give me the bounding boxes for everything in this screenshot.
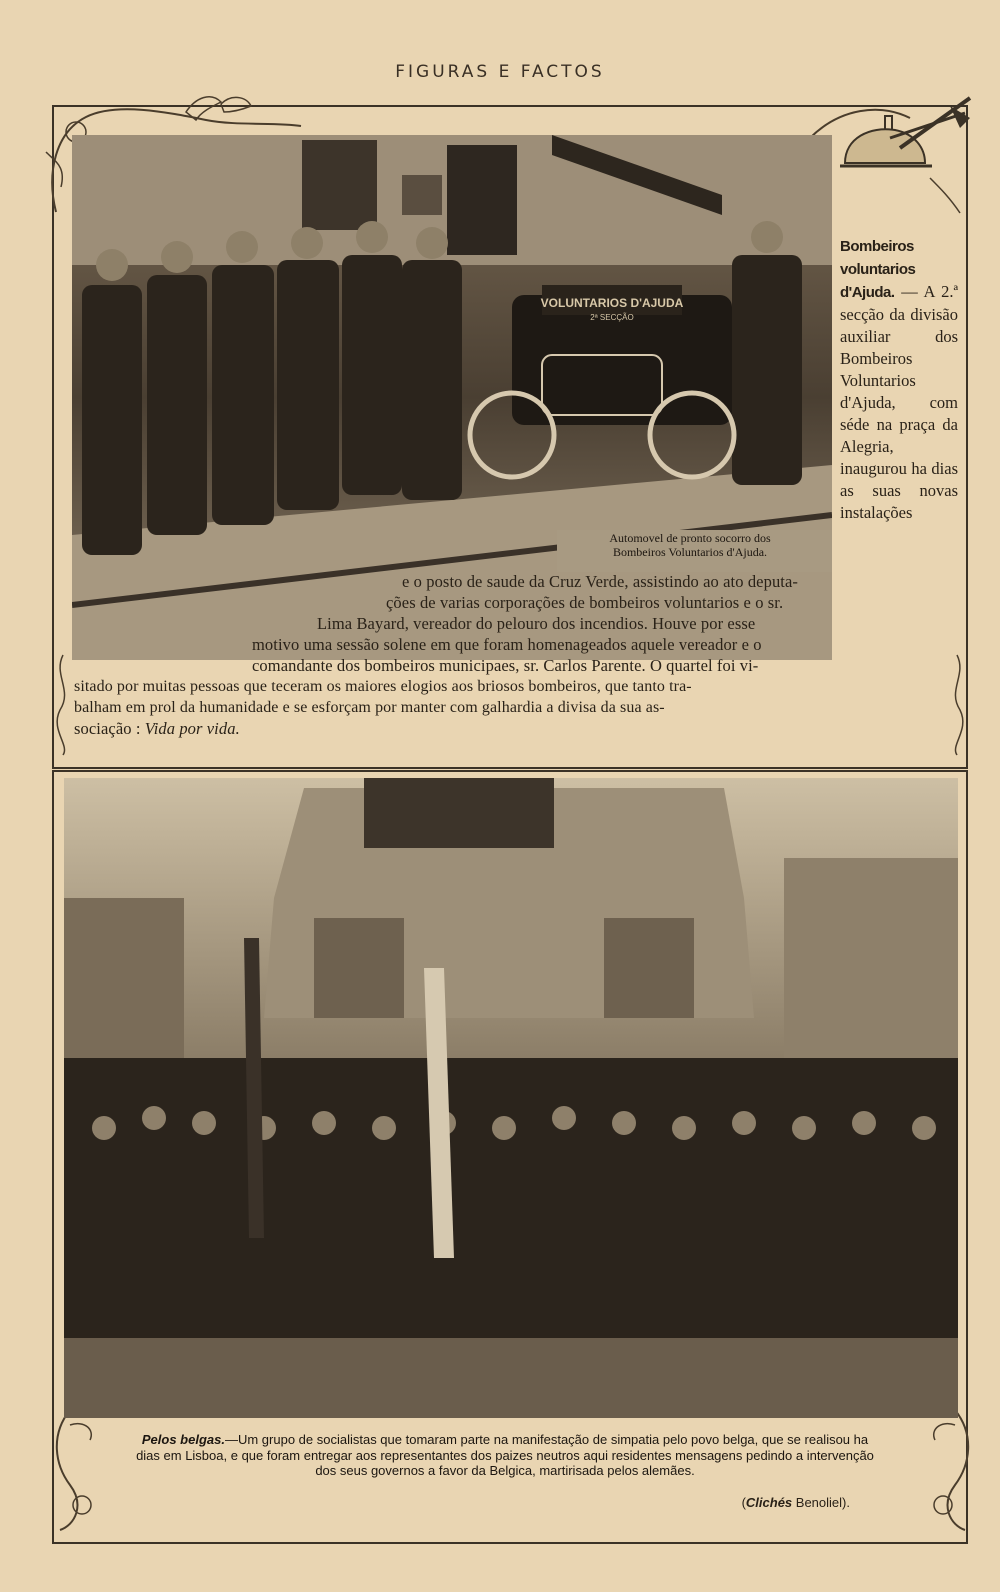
article-sidebar-text [840, 235, 958, 524]
article-line: e o posto de saude da Cruz Verde, assistindo ao ato deputa- [402, 572, 798, 591]
vehicle-sign: VOLUNTARIOS D'AJUDA [540, 296, 684, 310]
article-line: Lima Bayard, vereador do pelouro dos incendios. Houve por esse [317, 614, 756, 633]
photo-caption-line: Bombeiros Voluntarios d'Ajuda. [612, 545, 768, 559]
credit-label: Clichés [745, 1495, 793, 1510]
photo-caption-firefighters [560, 531, 820, 559]
article-headline: Bombeiros voluntarios d'Ajuda. [840, 238, 916, 301]
caption-lead: Pelos belgas. [141, 1432, 225, 1447]
article-line: comandante dos bombeiros municipaes, sr. Carlos Parente. O quartel foi vi- [252, 656, 759, 675]
article-last-line-prefix: sociação : [74, 719, 141, 738]
credit-name: Benoliel [795, 1495, 843, 1510]
article-last-line [74, 718, 240, 739]
masthead: FIGURAS E FACTOS [395, 62, 605, 82]
vehicle-sign-sub: 2ª SECÇÃO [590, 313, 634, 322]
article-line: balham em prol da humanidade e se esforçam por manter com galhardia a divisa da sua as- [74, 699, 665, 716]
scroll-ornament-right [942, 650, 972, 760]
article-line: sitado por muitas pessoas que teceram os maiores elogios aos briosos bombeiros, que tanto tra- [74, 678, 692, 695]
photo-caption-line: Automovel de pronto socorro dos [609, 531, 771, 545]
floral-ornament-bottom-left [40, 1405, 120, 1535]
article-intro: — A 2.ª secção da divisão auxiliar dos Bombeiros Voluntarios d'Ajuda, com séde na praça da Alegria, inaugurou ha dias as suas novas instalações [840, 282, 959, 522]
article-line: motivo uma sessão solene em que foram homenageados aquele vereador e o [252, 635, 762, 654]
photo-caption-socialists [130, 1432, 880, 1479]
article-motto: Vida por vida. [144, 719, 240, 738]
floral-ornament-bottom-right [905, 1405, 985, 1535]
photo-credit: (Clichés Benoliel). [741, 1495, 850, 1510]
article-line: ções de varias corporações de bombeiros voluntarios e o sr. [386, 593, 784, 612]
caption-text: —Um grupo de socialistas que tomaram parte na manifestação de simpatia pelo povo belga, que se realisou ha dias em Lisboa, e que foram entregar aos representantes dos paizes neutros aqui residentes mensagens pedindo a intervenção dos seus governos a favor da Belgica, martirisada pelos alemães. [136, 1432, 874, 1478]
socialists-group-photo [64, 778, 958, 1418]
